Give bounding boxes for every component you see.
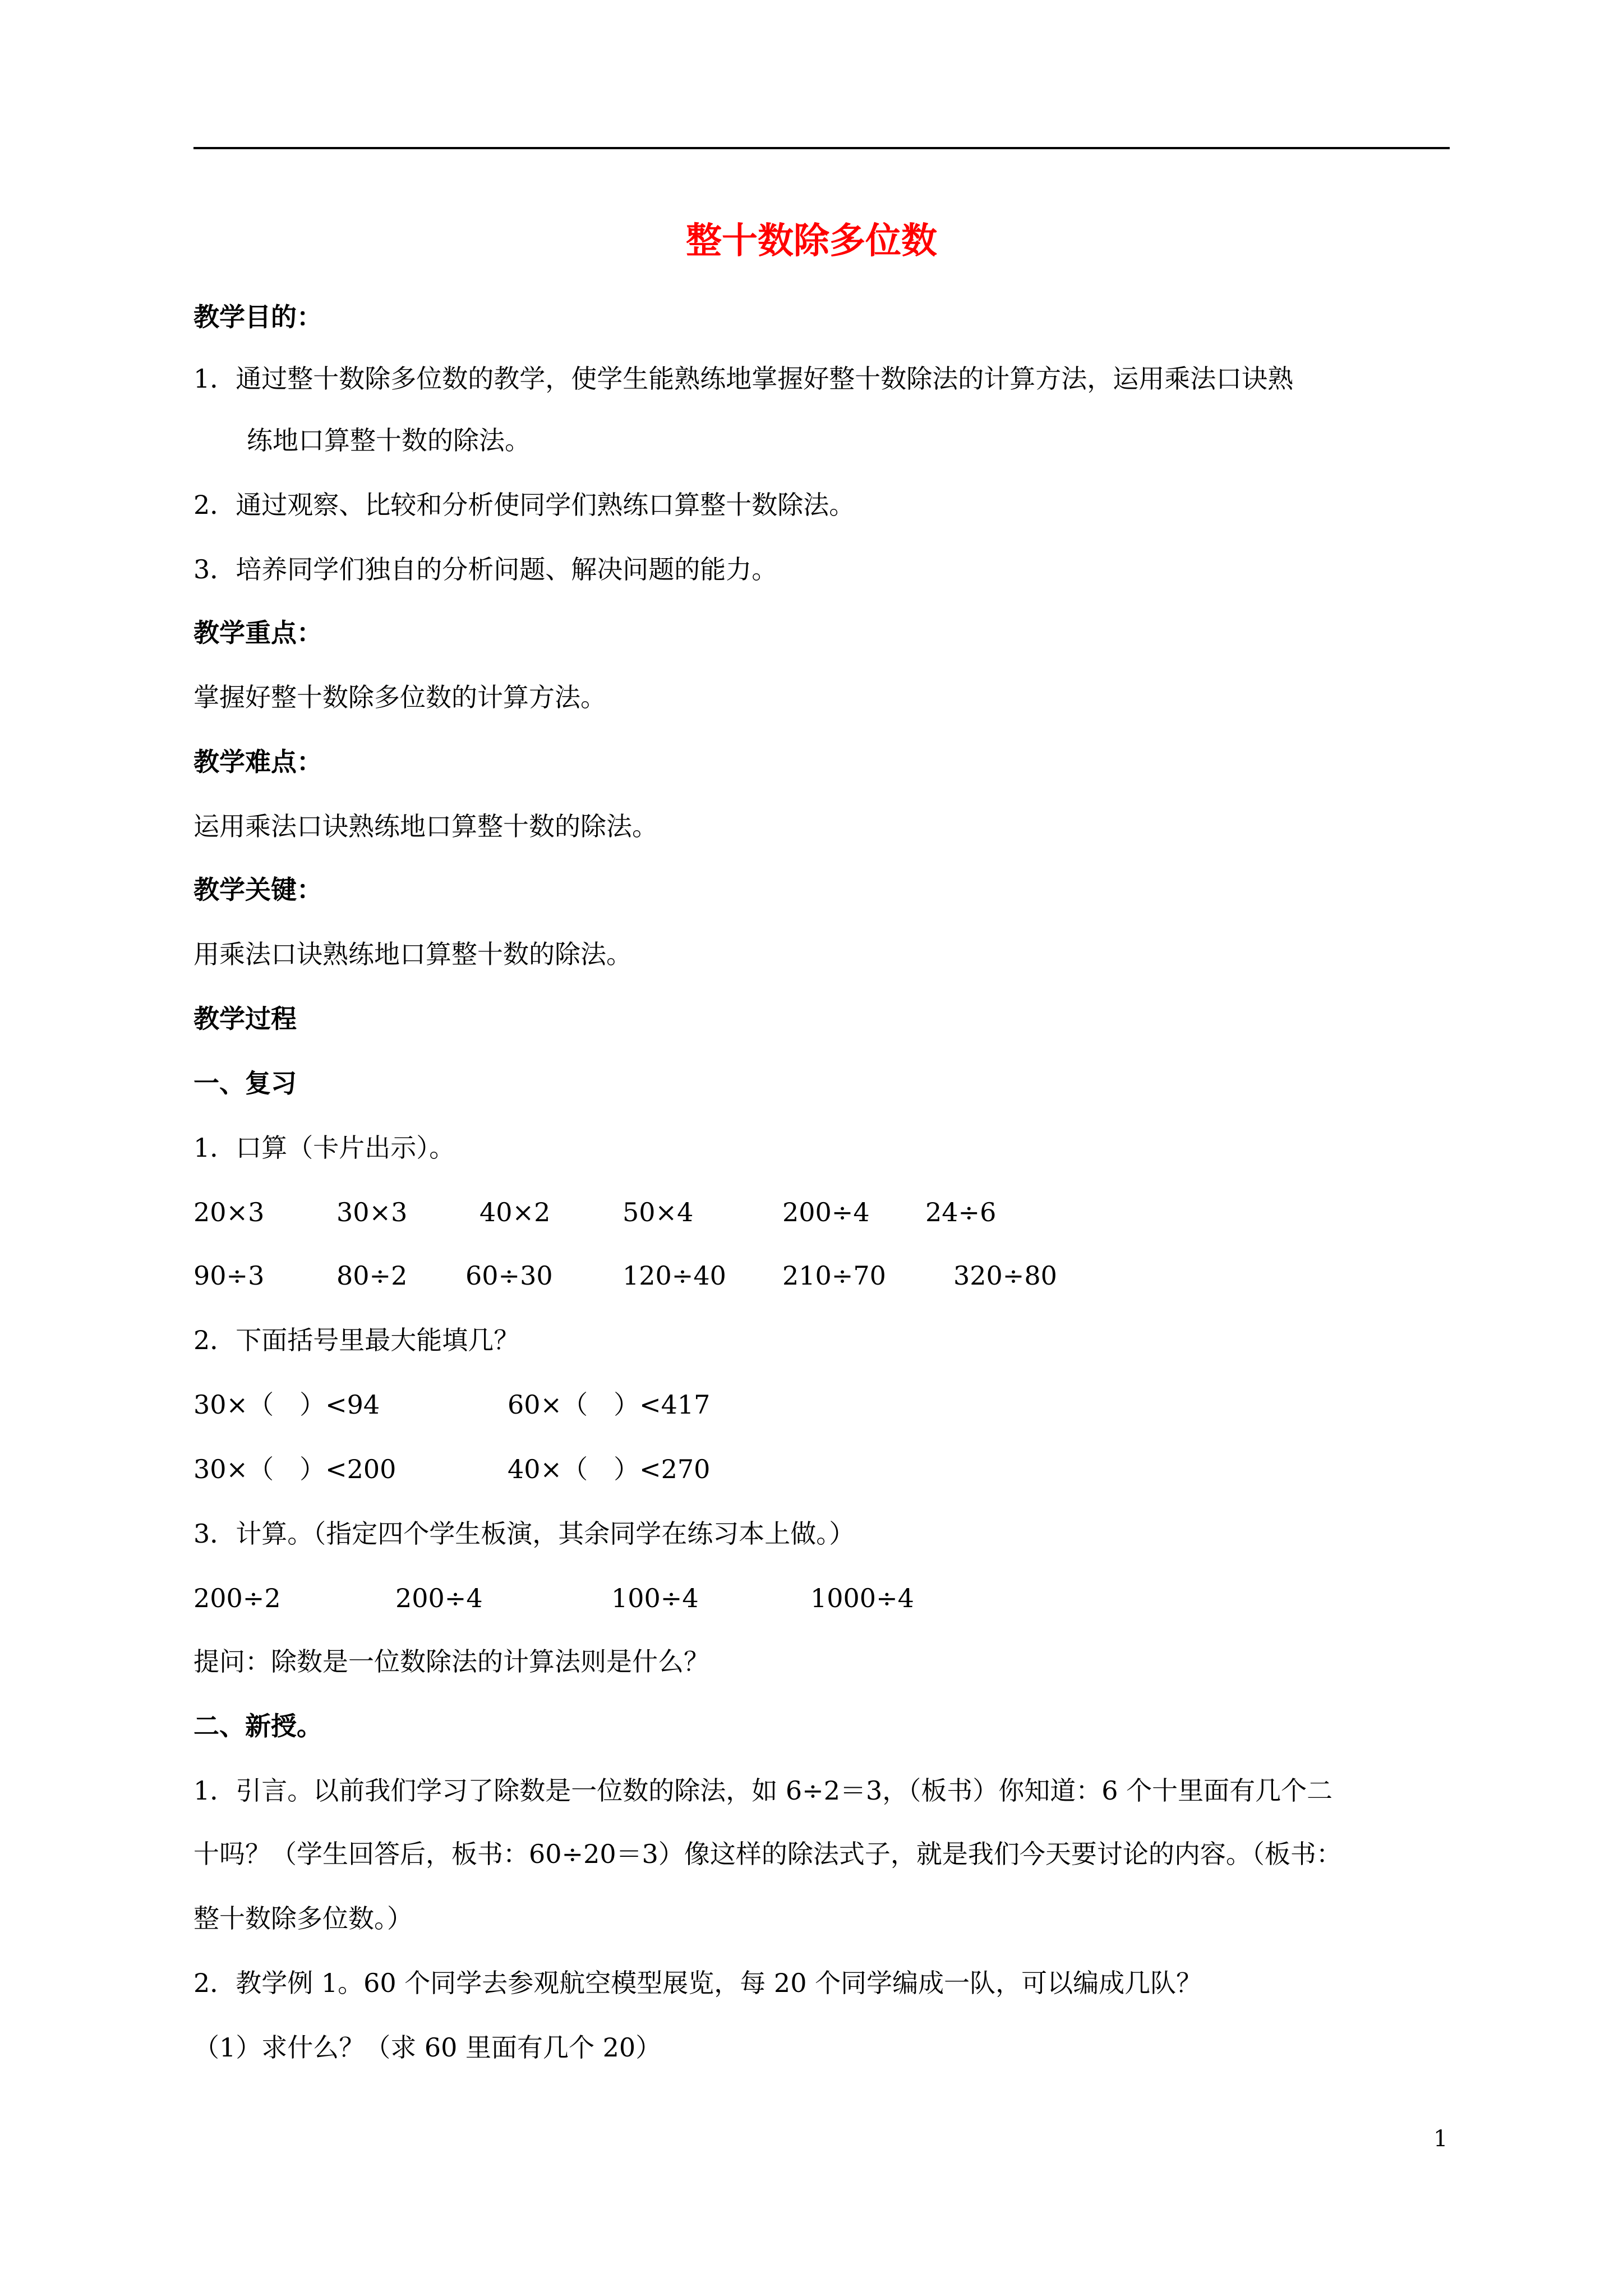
objective-item-3: 3．培养同学们独自的分析问题、解决问题的能力。: [193, 554, 778, 585]
calc-cell: 200÷2: [193, 1583, 281, 1613]
inequality-cell: 30×（ ）<94: [193, 1389, 380, 1420]
calc-cell: 100÷4: [611, 1583, 699, 1613]
process-heading: 教学过程: [193, 1004, 297, 1034]
intro-line-1: 1．引言。以前我们学习了除数是一位数的除法，如 6÷2＝3，（板书）你知道：6 个十里面有几个二: [193, 1775, 1333, 1806]
key-point-heading: 教学重点：: [193, 618, 322, 648]
calc-cell: 200÷4: [395, 1583, 483, 1613]
difficulty-heading: 教学难点：: [193, 747, 322, 777]
calc-cell: 80÷2: [336, 1260, 408, 1291]
review-q2: 2．下面括号里最大能填几？: [193, 1325, 520, 1355]
objectives-heading: 教学目的：: [193, 302, 322, 332]
calc-cell: 1000÷4: [810, 1583, 914, 1613]
calc-cell: 320÷80: [953, 1260, 1057, 1291]
review-q1: 1．口算（卡片出示）。: [193, 1133, 455, 1163]
objective-item-1-cont: 练地口算整十数的除法。: [247, 425, 531, 455]
calc-cell: 120÷40: [623, 1260, 726, 1291]
intro-line-2: 十吗？（学生回答后，板书：60÷20＝3）像这样的除法式子，就是我们今天要讨论的内容。（板书：: [193, 1839, 1342, 1869]
calc-cell: 60÷30: [465, 1260, 553, 1291]
key-text: 用乘法口诀熟练地口算整十数的除法。: [193, 939, 632, 969]
header-rule: [193, 147, 1450, 149]
example-step-1: （1）求什么？（求 60 里面有几个 20）: [193, 2032, 662, 2063]
inequality-cell: 30×（ ）<200: [193, 1454, 396, 1484]
calc-cell: 90÷3: [193, 1260, 265, 1291]
difficulty-text: 运用乘法口诀熟练地口算整十数的除法。: [193, 811, 658, 841]
new-heading: 二、新授。: [193, 1711, 322, 1741]
inequality-cell: 40×（ ）<270: [508, 1454, 711, 1484]
calc-cell: 50×4: [623, 1197, 694, 1227]
calc-cell: 210÷70: [782, 1260, 886, 1291]
objective-item-2: 2．通过观察、比较和分析使同学们熟练口算整十数除法。: [193, 490, 855, 520]
review-question: 提问：除数是一位数除法的计算法则是什么？: [193, 1646, 709, 1677]
intro-line-3: 整十数除多位数。）: [193, 1903, 413, 1934]
inequality-cell: 60×（ ）<417: [508, 1389, 711, 1420]
calc-cell: 40×2: [479, 1197, 551, 1227]
key-point-text: 掌握好整十数除多位数的计算方法。: [193, 682, 606, 712]
objective-item-1: 1．通过整十数除多位数的教学，使学生能熟练地掌握好整十数除法的计算方法，运用乘法口诀熟: [193, 364, 1294, 394]
document-title: 整十数除多位数: [686, 220, 937, 262]
example-1: 2．教学例 1。60 个同学去参观航空模型展览，每 20 个同学编成一队，可以编成几队？: [193, 1968, 1202, 1998]
page-number: 1: [1433, 2126, 1448, 2152]
review-q3: 3．计算。（指定四个学生板演，其余同学在练习本上做。）: [193, 1519, 855, 1549]
calc-cell: 20×3: [193, 1197, 265, 1227]
review-heading: 一、复习: [193, 1068, 297, 1098]
calc-cell: 24÷6: [925, 1197, 997, 1227]
key-heading: 教学关键：: [193, 875, 322, 905]
calc-cell: 30×3: [336, 1197, 408, 1227]
calc-cell: 200÷4: [782, 1197, 870, 1227]
